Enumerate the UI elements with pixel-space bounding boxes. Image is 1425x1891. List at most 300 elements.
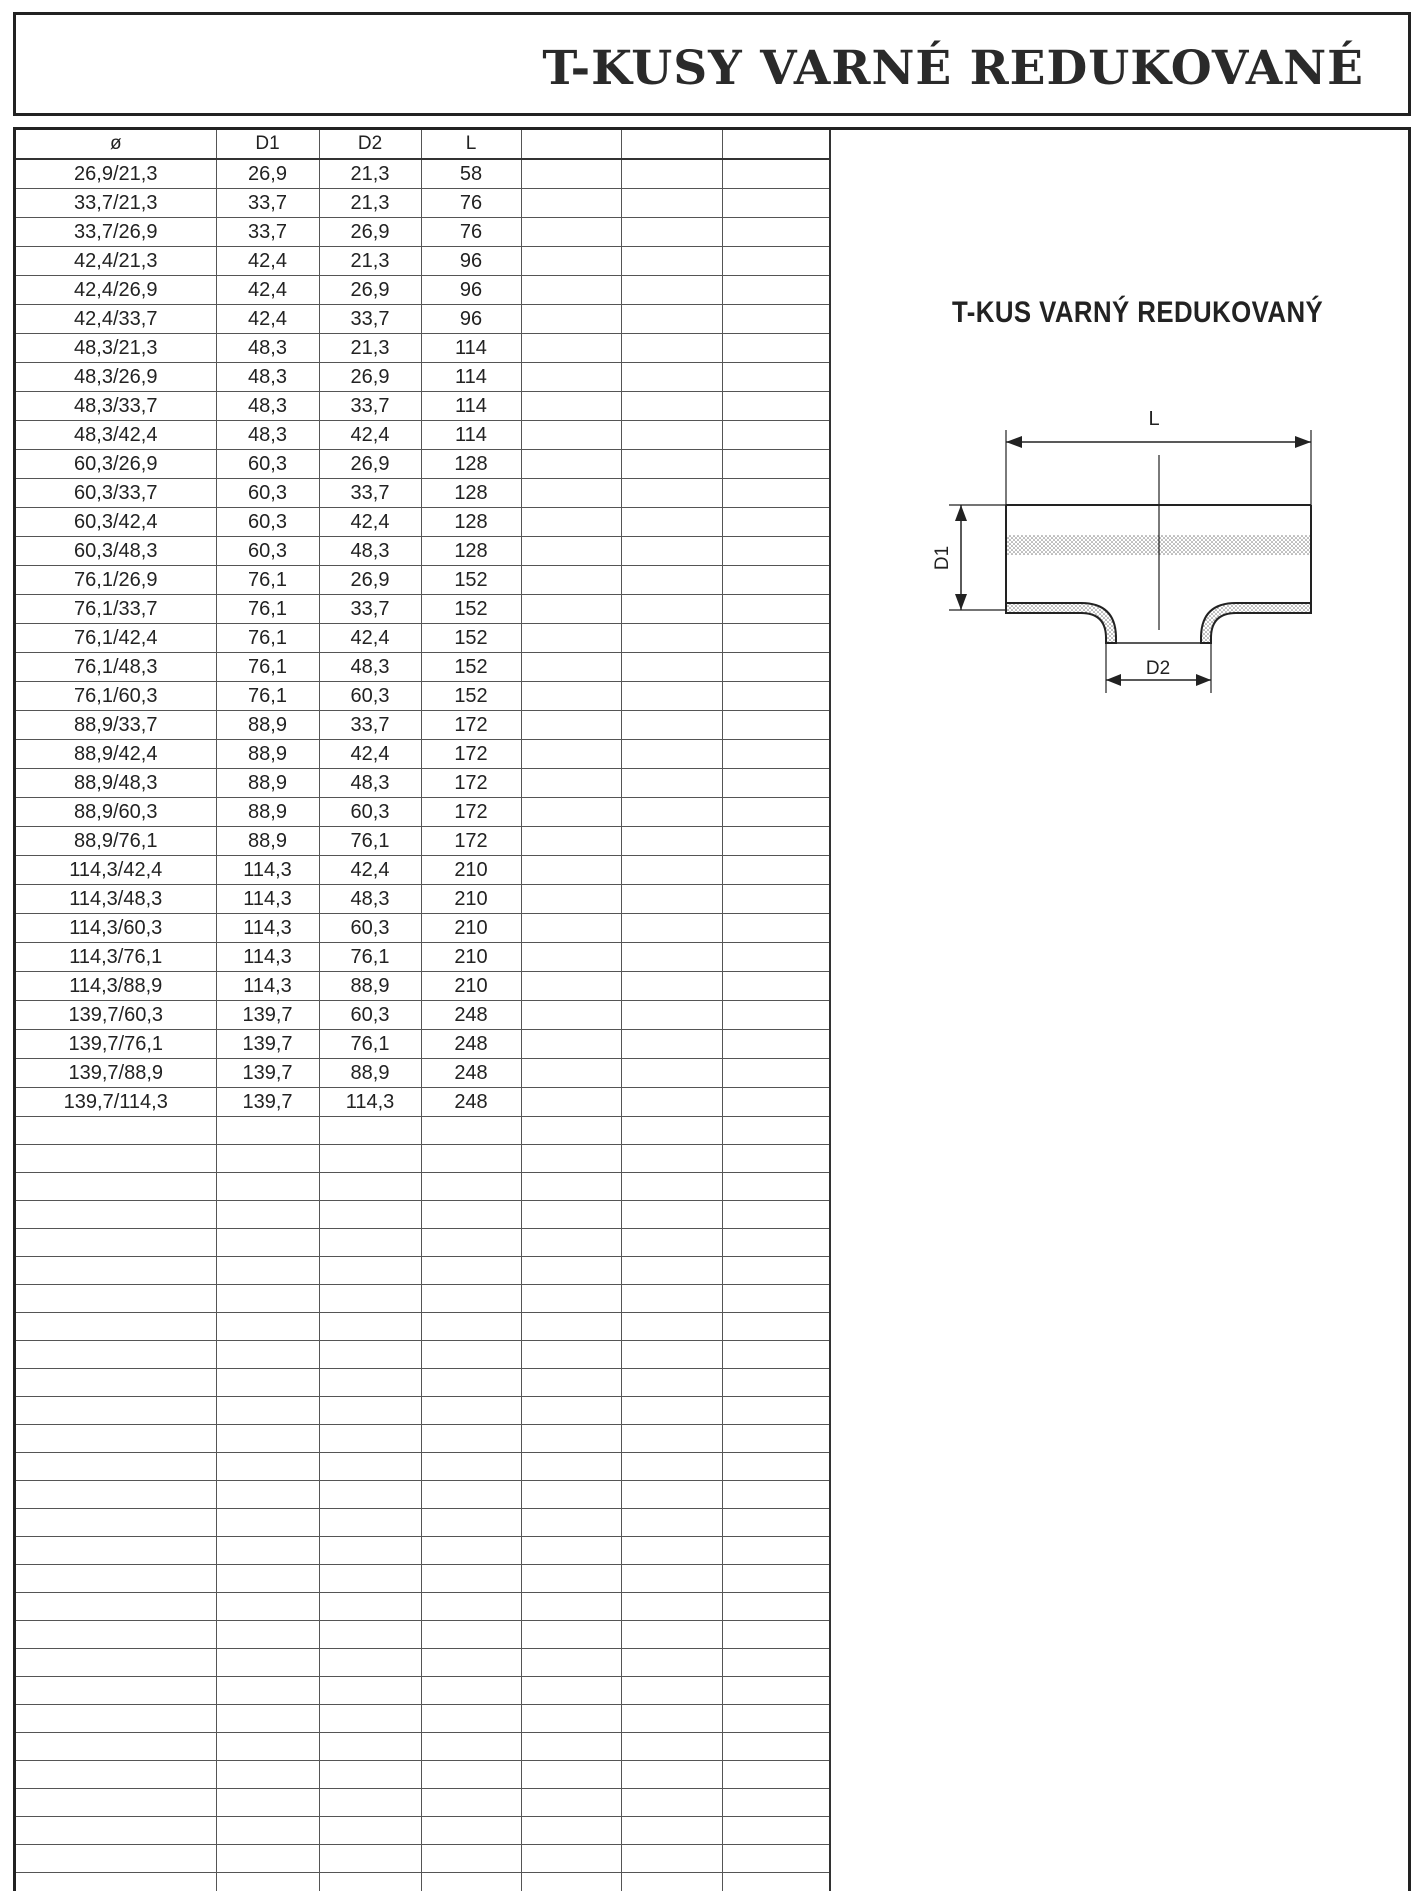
- cell-blank: [521, 1537, 621, 1565]
- cell-length: 128: [421, 450, 521, 479]
- cell-blank: [621, 914, 722, 943]
- cell-blank: [722, 1285, 831, 1313]
- cell-blank: [722, 914, 831, 943]
- cell-length: [421, 1705, 521, 1733]
- cell-d1: [216, 1257, 319, 1285]
- cell-diameter: 139,7/60,3: [16, 1001, 216, 1030]
- cell-blank: [621, 450, 722, 479]
- cell-length: [421, 1593, 521, 1621]
- cell-length: [421, 1481, 521, 1509]
- arrow-left-icon: [1106, 674, 1121, 686]
- cell-blank: [722, 1088, 831, 1117]
- cell-blank: [621, 1341, 722, 1369]
- cell-d2: [319, 1705, 421, 1733]
- cell-diameter: [16, 1817, 216, 1845]
- table-row-empty: [16, 1173, 831, 1201]
- cell-blank: [621, 1059, 722, 1088]
- cell-blank: [521, 1173, 621, 1201]
- table-row: [16, 595, 831, 624]
- table-row-empty: [16, 1229, 831, 1257]
- cell-d1: [216, 1621, 319, 1649]
- cell-length: 210: [421, 972, 521, 1001]
- cell-d2: 48,3: [319, 537, 421, 566]
- table-row: [16, 247, 831, 276]
- cell-blank: [521, 740, 621, 769]
- cell-blank: [722, 972, 831, 1001]
- table-row: [16, 740, 831, 769]
- cell-blank: [722, 508, 831, 537]
- table-row-empty: [16, 1593, 831, 1621]
- cell-d1: 48,3: [216, 421, 319, 450]
- cell-d2: [319, 1509, 421, 1537]
- cell-diameter: 60,3/26,9: [16, 450, 216, 479]
- cell-blank: [621, 653, 722, 682]
- cell-blank: [521, 1481, 621, 1509]
- cell-d1: 76,1: [216, 682, 319, 711]
- cell-d1: 139,7: [216, 1059, 319, 1088]
- cell-blank: [722, 740, 831, 769]
- cell-d2: 42,4: [319, 740, 421, 769]
- cell-blank: [621, 1649, 722, 1677]
- cell-blank: [521, 1341, 621, 1369]
- cell-blank: [722, 885, 831, 914]
- cell-diameter: [16, 1313, 216, 1341]
- cell-length: [421, 1369, 521, 1397]
- cell-length: 152: [421, 624, 521, 653]
- cell-d2: [319, 1397, 421, 1425]
- cell-blank: [722, 334, 831, 363]
- table-row: [16, 972, 831, 1001]
- cell-d1: 114,3: [216, 914, 319, 943]
- cell-d1: [216, 1845, 319, 1873]
- cell-length: 210: [421, 885, 521, 914]
- cell-blank: [621, 1705, 722, 1733]
- cell-diameter: 88,9/42,4: [16, 740, 216, 769]
- cell-length: 152: [421, 682, 521, 711]
- dimension-table-wrapper: [16, 130, 831, 1891]
- cell-d2: 114,3: [319, 1088, 421, 1117]
- cell-blank: [521, 1453, 621, 1481]
- cell-length: 114: [421, 363, 521, 392]
- cell-d2: 42,4: [319, 508, 421, 537]
- cell-blank: [521, 1313, 621, 1341]
- table-row: [16, 624, 831, 653]
- table-row-empty: [16, 1313, 831, 1341]
- table-row-empty: [16, 1789, 831, 1817]
- cell-blank: [521, 1593, 621, 1621]
- cell-blank: [722, 1117, 831, 1145]
- table-row: [16, 682, 831, 711]
- cell-blank: [722, 856, 831, 885]
- cell-blank: [722, 1677, 831, 1705]
- cell-blank: [521, 276, 621, 305]
- cell-d2: [319, 1425, 421, 1453]
- cell-blank: [521, 1201, 621, 1229]
- cell-blank: [621, 1537, 722, 1565]
- cell-blank: [521, 885, 621, 914]
- cell-d1: 76,1: [216, 653, 319, 682]
- cell-blank: [521, 1789, 621, 1817]
- cell-blank: [521, 1257, 621, 1285]
- arrow-right-icon: [1196, 674, 1211, 686]
- cell-blank: [521, 1397, 621, 1425]
- cell-d1: [216, 1313, 319, 1341]
- cell-diameter: [16, 1789, 216, 1817]
- cell-blank: [621, 508, 722, 537]
- cell-blank: [722, 1621, 831, 1649]
- cell-blank: [621, 1257, 722, 1285]
- cell-blank: [521, 1621, 621, 1649]
- cell-diameter: 88,9/48,3: [16, 769, 216, 798]
- cell-blank: [521, 1873, 621, 1891]
- cell-diameter: 48,3/21,3: [16, 334, 216, 363]
- cell-length: 172: [421, 740, 521, 769]
- cell-blank: [621, 1201, 722, 1229]
- wall-right: [1201, 603, 1311, 643]
- cell-blank: [722, 769, 831, 798]
- cell-blank: [722, 363, 831, 392]
- cell-d1: [216, 1285, 319, 1313]
- cell-diameter: 88,9/76,1: [16, 827, 216, 856]
- cell-length: 248: [421, 1030, 521, 1059]
- cell-blank: [621, 189, 722, 218]
- cell-diameter: 114,3/48,3: [16, 885, 216, 914]
- cell-d2: 26,9: [319, 566, 421, 595]
- table-row-empty: [16, 1285, 831, 1313]
- cell-blank: [621, 1001, 722, 1030]
- cell-d2: 60,3: [319, 682, 421, 711]
- cell-diameter: [16, 1705, 216, 1733]
- cell-blank: [521, 247, 621, 276]
- cell-diameter: [16, 1649, 216, 1677]
- cell-length: [421, 1649, 521, 1677]
- cell-d2: [319, 1201, 421, 1229]
- cell-length: 76: [421, 218, 521, 247]
- cell-diameter: 76,1/60,3: [16, 682, 216, 711]
- cell-blank: [722, 1565, 831, 1593]
- cell-length: [421, 1845, 521, 1873]
- cell-blank: [621, 1117, 722, 1145]
- cell-blank: [722, 392, 831, 421]
- cell-d1: 42,4: [216, 305, 319, 334]
- cell-blank: [621, 1761, 722, 1789]
- table-row-empty: [16, 1845, 831, 1873]
- cell-blank: [621, 1565, 722, 1593]
- cell-blank: [621, 1509, 722, 1537]
- table-row: [16, 653, 831, 682]
- cell-d1: [216, 1677, 319, 1705]
- cell-diameter: [16, 1565, 216, 1593]
- title-box: [13, 12, 1411, 116]
- table-row-empty: [16, 1649, 831, 1677]
- cell-blank: [621, 392, 722, 421]
- cell-d2: 21,3: [319, 159, 421, 189]
- cell-blank: [621, 1369, 722, 1397]
- cell-diameter: [16, 1257, 216, 1285]
- cell-blank: [621, 1845, 722, 1873]
- cell-length: [421, 1677, 521, 1705]
- header-length: L: [421, 130, 521, 159]
- cell-d2: 26,9: [319, 218, 421, 247]
- cell-blank: [621, 1481, 722, 1509]
- cell-d1: 114,3: [216, 943, 319, 972]
- cell-d1: 139,7: [216, 1001, 319, 1030]
- cell-d1: 139,7: [216, 1030, 319, 1059]
- cell-blank: [521, 1145, 621, 1173]
- page-title: T-KUSY VARNÉ REDUKOVANÉ: [542, 41, 1364, 96]
- table-row-empty: [16, 1873, 831, 1891]
- cell-d2: 21,3: [319, 334, 421, 363]
- cell-blank: [521, 769, 621, 798]
- cell-d2: [319, 1649, 421, 1677]
- cell-diameter: 26,9/21,3: [16, 159, 216, 189]
- table-row: [16, 508, 831, 537]
- table-row-empty: [16, 1817, 831, 1845]
- cell-length: [421, 1817, 521, 1845]
- wall-left: [1006, 603, 1116, 643]
- cell-diameter: [16, 1425, 216, 1453]
- cell-blank: [722, 1425, 831, 1453]
- cell-d1: 26,9: [216, 159, 319, 189]
- cell-d1: [216, 1817, 319, 1845]
- cell-d2: [319, 1621, 421, 1649]
- table-row-empty: [16, 1341, 831, 1369]
- table-row: [16, 827, 831, 856]
- cell-d2: 42,4: [319, 856, 421, 885]
- cell-d2: [319, 1873, 421, 1891]
- cell-length: 210: [421, 856, 521, 885]
- cell-blank: [722, 1761, 831, 1789]
- cell-blank: [722, 421, 831, 450]
- cell-d1: 33,7: [216, 218, 319, 247]
- cell-d2: [319, 1733, 421, 1761]
- dimension-table: [16, 130, 831, 1891]
- cell-length: [421, 1537, 521, 1565]
- cell-d1: 42,4: [216, 247, 319, 276]
- cell-d1: [216, 1145, 319, 1173]
- cell-length: [421, 1425, 521, 1453]
- cell-d2: 26,9: [319, 450, 421, 479]
- cell-length: [421, 1341, 521, 1369]
- cell-diameter: [16, 1341, 216, 1369]
- cell-blank: [521, 1030, 621, 1059]
- cell-blank: [621, 1285, 722, 1313]
- cell-d1: 88,9: [216, 711, 319, 740]
- cell-blank: [621, 595, 722, 624]
- cell-blank: [521, 392, 621, 421]
- cell-blank: [722, 1369, 831, 1397]
- cell-length: 114: [421, 392, 521, 421]
- cell-blank: [722, 595, 831, 624]
- cell-blank: [521, 682, 621, 711]
- cell-length: [421, 1145, 521, 1173]
- cell-blank: [521, 421, 621, 450]
- cell-d2: [319, 1677, 421, 1705]
- cell-diameter: [16, 1593, 216, 1621]
- cell-blank: [521, 189, 621, 218]
- cell-blank: [722, 247, 831, 276]
- table-row-empty: [16, 1257, 831, 1285]
- cell-d2: 60,3: [319, 914, 421, 943]
- cell-blank: [521, 1117, 621, 1145]
- cell-blank: [722, 1789, 831, 1817]
- cell-d2: 42,4: [319, 421, 421, 450]
- table-row: [16, 885, 831, 914]
- cell-d2: 48,3: [319, 885, 421, 914]
- cell-d2: [319, 1145, 421, 1173]
- cell-diameter: 48,3/33,7: [16, 392, 216, 421]
- cell-d1: 88,9: [216, 827, 319, 856]
- cell-blank: [722, 682, 831, 711]
- table-row: [16, 159, 831, 189]
- cell-diameter: 139,7/114,3: [16, 1088, 216, 1117]
- cell-diameter: [16, 1761, 216, 1789]
- content-frame: [13, 127, 1411, 1891]
- cell-blank: [621, 885, 722, 914]
- cell-diameter: 76,1/48,3: [16, 653, 216, 682]
- cell-d2: 42,4: [319, 624, 421, 653]
- cell-d1: [216, 1537, 319, 1565]
- cell-blank: [521, 566, 621, 595]
- cell-blank: [722, 1845, 831, 1873]
- cell-length: [421, 1313, 521, 1341]
- arrow-right-icon: [1295, 436, 1311, 448]
- cell-d1: [216, 1453, 319, 1481]
- cell-blank: [621, 798, 722, 827]
- cell-d2: [319, 1285, 421, 1313]
- cell-blank: [521, 334, 621, 363]
- cell-blank: [621, 624, 722, 653]
- cell-d1: 76,1: [216, 624, 319, 653]
- cell-diameter: 114,3/60,3: [16, 914, 216, 943]
- table-row-empty: [16, 1761, 831, 1789]
- cell-blank: [722, 1453, 831, 1481]
- cell-blank: [621, 1733, 722, 1761]
- cell-d2: [319, 1593, 421, 1621]
- cell-blank: [621, 566, 722, 595]
- cell-blank: [621, 1425, 722, 1453]
- table-row: [16, 392, 831, 421]
- cell-blank: [722, 537, 831, 566]
- cell-d1: 33,7: [216, 189, 319, 218]
- table-row: [16, 189, 831, 218]
- cell-d2: 33,7: [319, 392, 421, 421]
- cell-diameter: [16, 1117, 216, 1145]
- table-row-empty: [16, 1369, 831, 1397]
- table-row: [16, 711, 831, 740]
- cell-blank: [621, 740, 722, 769]
- cell-d1: [216, 1509, 319, 1537]
- cell-blank: [521, 1425, 621, 1453]
- cell-d1: [216, 1873, 319, 1891]
- cell-blank: [722, 711, 831, 740]
- cell-d2: 48,3: [319, 653, 421, 682]
- cell-blank: [621, 276, 722, 305]
- cell-blank: [621, 159, 722, 189]
- cell-blank: [621, 769, 722, 798]
- cell-diameter: [16, 1145, 216, 1173]
- cell-d2: 21,3: [319, 247, 421, 276]
- cell-d2: [319, 1761, 421, 1789]
- cell-blank: [521, 508, 621, 537]
- cell-blank: [722, 1873, 831, 1891]
- cell-blank: [521, 1509, 621, 1537]
- cell-d2: 26,9: [319, 276, 421, 305]
- cell-diameter: 42,4/33,7: [16, 305, 216, 334]
- cell-blank: [521, 856, 621, 885]
- cell-d1: [216, 1733, 319, 1761]
- cell-blank: [521, 798, 621, 827]
- cell-length: 248: [421, 1001, 521, 1030]
- cell-length: [421, 1761, 521, 1789]
- cell-d1: [216, 1649, 319, 1677]
- cell-d1: [216, 1705, 319, 1733]
- cell-d1: [216, 1173, 319, 1201]
- cell-diameter: [16, 1201, 216, 1229]
- cell-diameter: 60,3/33,7: [16, 479, 216, 508]
- cell-d1: 76,1: [216, 566, 319, 595]
- cell-blank: [521, 1285, 621, 1313]
- cell-d1: 60,3: [216, 537, 319, 566]
- header-blank: [521, 130, 621, 159]
- cell-blank: [722, 276, 831, 305]
- cell-diameter: 139,7/88,9: [16, 1059, 216, 1088]
- cell-blank: [521, 653, 621, 682]
- table-row: [16, 914, 831, 943]
- cell-d1: 114,3: [216, 972, 319, 1001]
- cell-blank: [521, 1761, 621, 1789]
- cell-blank: [722, 1257, 831, 1285]
- cell-length: 96: [421, 276, 521, 305]
- cell-d1: 48,3: [216, 392, 319, 421]
- table-row: [16, 1030, 831, 1059]
- cell-length: 152: [421, 566, 521, 595]
- cell-blank: [621, 479, 722, 508]
- cell-blank: [621, 1088, 722, 1117]
- cell-d1: 114,3: [216, 856, 319, 885]
- cell-length: 172: [421, 827, 521, 856]
- cell-blank: [722, 305, 831, 334]
- cell-d1: [216, 1425, 319, 1453]
- label-d1: D1: [932, 545, 953, 571]
- cell-length: 210: [421, 943, 521, 972]
- diagram-title: T-KUS VARNÝ REDUKOVANÝ: [952, 296, 1324, 329]
- cell-diameter: 60,3/48,3: [16, 537, 216, 566]
- cell-length: 152: [421, 653, 521, 682]
- cell-blank: [521, 363, 621, 392]
- cell-blank: [521, 537, 621, 566]
- table-row-empty: [16, 1201, 831, 1229]
- table-row-empty: [16, 1621, 831, 1649]
- cell-length: 248: [421, 1088, 521, 1117]
- cell-blank: [621, 305, 722, 334]
- label-d2: D2: [1145, 658, 1171, 679]
- cell-length: [421, 1789, 521, 1817]
- reducing-tee-drawing: [921, 395, 1341, 725]
- cell-length: [421, 1873, 521, 1891]
- table-row: [16, 769, 831, 798]
- cell-blank: [621, 827, 722, 856]
- cell-length: [421, 1397, 521, 1425]
- cell-blank: [722, 1341, 831, 1369]
- table-row: [16, 537, 831, 566]
- table-row: [16, 943, 831, 972]
- cell-d2: 26,9: [319, 363, 421, 392]
- table-row: [16, 218, 831, 247]
- table-row: [16, 1059, 831, 1088]
- cell-blank: [722, 1509, 831, 1537]
- cell-blank: [722, 1481, 831, 1509]
